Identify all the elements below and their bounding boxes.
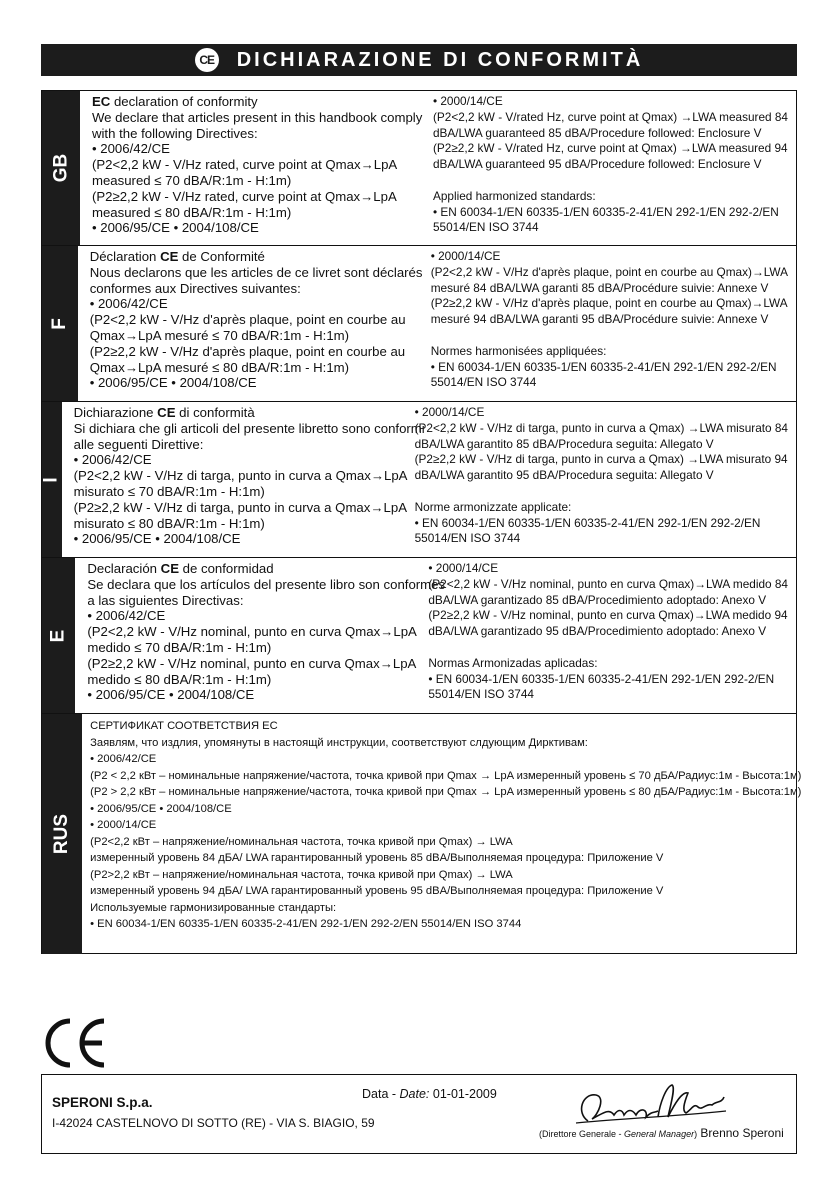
line-text: (P2<2,2 kW - V/Hz rated, curve point at Qmax→LpA <box>91 157 398 173</box>
line-text: • 2006/95/CE • 2004/108/CE <box>89 375 257 391</box>
text-line <box>90 328 425 344</box>
section-content <box>75 558 796 713</box>
text-line <box>74 452 409 468</box>
text-line <box>92 157 427 173</box>
text-line <box>90 296 425 312</box>
right-column <box>425 249 788 399</box>
right-column <box>422 561 788 711</box>
section-f <box>42 246 796 402</box>
text-line: • EN 60034-1/EN 60335-1/EN 60335-2-41/EN 292-1/EN 292-2/EN <box>432 204 779 219</box>
line-text: • 2006/42/CE <box>87 608 166 624</box>
bold-text: CE <box>160 249 179 264</box>
line-text: Qmax→LpA mesuré ≤ 80 dBA/R:1m - H:1m) <box>89 359 350 375</box>
text-line <box>92 189 427 205</box>
line-text: • 2006/95/CE • 2004/108/CE <box>73 531 241 547</box>
signer-name: Brenno Speroni <box>697 1126 784 1140</box>
line-text: • 2006/95/CE • 2004/108/CE <box>87 687 255 703</box>
company-name: SPERONI S.p.a. <box>52 1095 153 1110</box>
line-text: a las siguientes Directivas: <box>87 592 244 608</box>
text-line: (P2<2,2 kW - V/Hz d'après plaque, point en courbe au Qmax)→LWA <box>430 264 788 279</box>
language-label <box>42 714 82 954</box>
language-label <box>42 91 80 245</box>
language-label <box>42 246 78 401</box>
line-text: with the following Directives: <box>91 125 258 141</box>
text-line: СЕРТИФИКАТ СООТВЕТСТВИЯ ЕС <box>90 720 278 732</box>
text-line: • 2006/42/CE <box>90 753 157 765</box>
text-line: 55014/EN ISO 3744 <box>430 375 537 390</box>
text-line: (P2 > 2,2 кВт – номинальные напряжение/частота, точка кривой при Qmax → LpA измеренный уровень ≤ 80 дБА/Радиус:1м - Высота:1м) <box>90 786 802 798</box>
text-line: Normas Armonizadas aplicadas: <box>428 655 598 670</box>
line-text: declaration of conformity <box>110 94 258 109</box>
left-column <box>73 405 425 555</box>
text-line: (P2≥2,2 kW - V/rated Hz, curve point at Qmax) →LWA measured 94 <box>432 141 788 156</box>
text-line: (P2<2,2 kW - V/Hz di targa, punto in curva a Qmax) →LWA misurato 84 <box>414 420 788 435</box>
section-content <box>62 402 796 557</box>
text-line: • 2000/14/CE <box>428 561 499 575</box>
date-line <box>362 1087 497 1101</box>
text-line <box>87 656 422 672</box>
spacer <box>415 484 788 500</box>
text-line <box>87 561 422 577</box>
spacer <box>431 328 788 344</box>
text-line <box>90 281 425 297</box>
company-address: I-42024 CASTELNOVO DI SOTTO (RE) - VIA S. BIAGIO, 59 <box>52 1116 375 1130</box>
section-gb <box>42 91 796 246</box>
line-text: medido ≤ 70 dBA/R:1m - H:1m) <box>87 639 272 655</box>
declaration-table <box>40 90 802 954</box>
line-text: Si dichiara che gli articoli del presente libretto sono conformi <box>73 420 425 436</box>
line-text: de conformidad <box>179 561 274 576</box>
line-text: misurato ≤ 80 dBA/R:1m - H:1m) <box>73 515 265 531</box>
text-line <box>74 531 409 547</box>
section-rus <box>42 714 802 954</box>
text-line <box>74 484 409 500</box>
text-line <box>73 420 425 437</box>
right-column <box>409 405 788 555</box>
section-content <box>78 246 796 401</box>
text-line <box>87 640 422 656</box>
text-line: (P2≥2,2 kW - V/Hz d'après plaque, point en courbe au Qmax)→LWA <box>430 296 788 311</box>
text-line: (P2 < 2,2 кВт – номинальные напряжение/частота, точка кривой при Qmax → LpA измеренный уровень ≤ 70 дБА/Радиус:1м - Высота:1м) <box>90 769 802 782</box>
text-line: • EN 60034-1/EN 60335-1/EN 60335-2-41/EN 292-1/EN 292-2/EN <box>430 359 777 374</box>
line-text: alle seguenti Direttive: <box>73 436 204 452</box>
text-line <box>87 687 422 703</box>
bold-text: EC <box>91 94 111 109</box>
text-line: (P2≥2,2 kW - V/Hz di targa, punto in curva a Qmax) →LWA misurato 94 <box>414 452 788 467</box>
line-text: Nous declarons que les articles de ce livret sont déclarés <box>89 264 423 280</box>
text-line: dBA/LWA guaranteed 95 dBA/Procedure followed: Enclosure V <box>432 157 762 172</box>
line-text: misurato ≤ 70 dBA/R:1m - H:1m) <box>73 483 265 499</box>
text-line <box>74 468 409 484</box>
text-line: • 2000/14/CE <box>430 249 501 263</box>
spacer <box>433 173 788 189</box>
line-text: • 2006/42/CE <box>91 141 170 157</box>
text-line: 55014/EN ISO 3744 <box>414 531 521 546</box>
signer <box>539 1126 784 1140</box>
text-line: Normes harmonisées appliquées: <box>430 343 607 358</box>
line-text: (P2≥2,2 kW - V/Hz di targa, punto in curva a Qmax→LpA <box>73 499 408 515</box>
line-text: • 2006/42/CE <box>89 296 168 312</box>
text-line: 55014/EN ISO 3744 <box>432 220 539 235</box>
text-line <box>90 375 425 391</box>
section-i <box>42 402 796 558</box>
text-line: • 2000/14/CE <box>432 94 503 108</box>
date-label: Data - <box>362 1087 400 1101</box>
text-line: (P2<2,2 kW - V/rated Hz, curve point at Qmax) →LWA measured 84 <box>432 109 788 124</box>
text-line <box>92 126 427 142</box>
text-line <box>92 173 427 189</box>
text-line <box>87 593 422 609</box>
section-e <box>42 558 796 714</box>
text-line: (P2>2,2 кВт – напряжение/номинальная частота, точка кривой при Qmax) → LWA <box>90 868 513 881</box>
page-title: DICHIARAZIONE DI CONFORMITÀ <box>236 48 644 71</box>
text-line: mesuré 94 dBA/LWA garanti 95 dBA/Procédure suivie: Annexe V <box>430 312 769 327</box>
line-text: de Conformité <box>178 249 265 264</box>
line-text: (P2≥2,2 kW - V/Hz nominal, punto en curva Qmax→LpA <box>87 655 417 671</box>
text-line: • EN 60034-1/EN 60335-1/EN 60335-2-41/EN 292-1/EN 292-2/EN <box>428 671 775 686</box>
title-bar <box>41 44 797 76</box>
text-line <box>92 94 427 110</box>
text-line <box>92 110 427 126</box>
language-label <box>42 558 75 713</box>
date-value: 01-01-2009 <box>429 1087 497 1101</box>
text-line <box>87 624 422 640</box>
text-line: Norme armonizzate applicate: <box>414 499 572 514</box>
text-line: • 2000/14/CE <box>414 405 485 419</box>
text-line <box>87 576 446 593</box>
line-text: Dichiarazione <box>73 405 158 420</box>
text-line: dBA/LWA guaranteed 85 dBA/Procedure followed: Enclosure V <box>432 125 762 140</box>
text-line: • EN 60034-1/EN 60335-1/EN 60335-2-41/EN 292-1/EN 292-2/EN 55014/EN ISO 3744 <box>90 918 522 930</box>
text-line <box>87 672 422 688</box>
line-text: Qmax→LpA mesuré ≤ 70 dBA/R:1m - H:1m) <box>89 327 350 343</box>
bold-text: CE <box>160 561 179 576</box>
bold-text: CE <box>157 405 176 420</box>
date-label-italic: Date: <box>399 1087 430 1101</box>
text-line <box>90 265 425 281</box>
line-text: (P2≥2,2 kW - V/Hz d'après plaque, point en courbe au <box>89 343 406 359</box>
ce-mark-icon <box>40 1015 110 1071</box>
text-line <box>90 344 425 360</box>
left-column <box>90 249 425 399</box>
text-line: 55014/EN ISO 3744 <box>428 687 534 702</box>
line-text: (P2<2,2 kW - V/Hz d'après plaque, point en courbe au <box>89 312 406 328</box>
line-text: We declare that articles present in this handbook comply <box>91 109 423 125</box>
language-label <box>42 402 62 557</box>
section-content <box>82 714 809 954</box>
text-line: Заявлям, что издлия, упомянуты в настоящй инструкции, соответствуют слдующим Дирктивам: <box>90 736 588 749</box>
text-line <box>92 141 427 157</box>
text-line: dBA/LWA garantizado 95 dBA/Procedimiento adoptado: Anexo V <box>428 624 767 639</box>
left-column <box>87 561 446 711</box>
text-line <box>74 516 409 532</box>
line-text: Se declara que los artículos del presente libro son conformes <box>87 576 446 592</box>
text-line: • EN 60034-1/EN 60335-1/EN 60335-2-41/EN 292-1/EN 292-2/EN <box>414 515 761 530</box>
text-line: dBA/LWA garantizado 85 dBA/Procedimiento adoptado: Anexo V <box>428 592 767 607</box>
text-line <box>90 249 425 265</box>
text-line: (P2≥2,2 kW - V/Hz nominal, punto en curva Qmax)→LWA medido 94 <box>428 608 788 623</box>
text-line: (P2<2,2 kW - V/Hz nominal, punto en curva Qmax)→LWA medido 84 <box>428 576 788 591</box>
right-column <box>427 94 788 243</box>
line-text: (P2≥2,2 kW - V/Hz rated, curve point at Qmax→LpA <box>91 188 397 204</box>
text-line <box>92 205 427 221</box>
footer <box>41 1074 797 1154</box>
line-text: • 2006/42/CE <box>73 452 152 468</box>
language-code: RUS <box>51 813 73 855</box>
signature-icon <box>536 1081 756 1131</box>
left-column <box>92 94 427 243</box>
text-line <box>90 360 425 376</box>
text-line <box>74 405 409 421</box>
text-line: измеренный уровень 84 дБА/ LWA гарантированный уровень 85 dBA/Выполняемая процедура: Приложение V <box>90 852 664 864</box>
line-text: Declaración <box>87 561 161 576</box>
text-line <box>87 608 422 624</box>
text-line <box>92 220 427 236</box>
language-code: E <box>47 629 69 642</box>
line-text: (P2<2,2 kW - V/Hz nominal, punto en curva Qmax→LpA <box>87 624 417 640</box>
line-text: di conformità <box>175 405 255 420</box>
text-line <box>74 500 409 516</box>
text-line: • 2006/95/CE • 2004/108/CE <box>90 802 232 815</box>
text-line: dBA/LWA garantito 95 dBA/Procedura seguita: Allegato V <box>414 468 714 483</box>
text-line: Applied harmonized standards: <box>432 188 596 203</box>
section-content <box>80 91 796 245</box>
line-text: • 2006/95/CE • 2004/108/CE <box>91 220 259 236</box>
text-line: mesuré 84 dBA/LWA garanti 85 dBA/Procédure suivie: Annexe V <box>430 280 769 295</box>
signer-role: (Direttore Generale - General Manager) <box>539 1129 698 1139</box>
text-line: dBA/LWA garantito 85 dBA/Procedura seguita: Allegato V <box>414 436 714 451</box>
ce-logo-icon: CE <box>195 48 219 72</box>
text-line <box>74 437 409 453</box>
text-line: (P2<2,2 кВт – напряжение/номинальная частота, точка кривой при Qmax) → LWA <box>90 835 513 848</box>
text-line: • 2000/14/CE <box>90 819 157 831</box>
line-text: Déclaration <box>89 249 161 264</box>
text-line <box>90 312 425 328</box>
language-code: GB <box>49 153 71 183</box>
text-line: измеренный уровень 94 дБА/ LWA гарантированный уровень 95 dBA/Выполняемая процедура: Приложение V <box>90 885 664 897</box>
spacer <box>428 640 788 656</box>
language-code: I <box>40 476 62 483</box>
line-text: (P2<2,2 kW - V/Hz di targa, punto in curva a Qmax→LpA <box>73 468 408 484</box>
line-text: measured ≤ 80 dBA/R:1m - H:1m) <box>91 204 292 220</box>
language-code: F <box>48 317 70 330</box>
line-text: medido ≤ 80 dBA/R:1m - H:1m) <box>87 671 272 687</box>
line-text: conformes aux Directives suivantes: <box>89 280 301 296</box>
text-line: Используемые гармонизированные стандарты: <box>90 901 337 914</box>
line-text: measured ≤ 70 dBA/R:1m - H:1m) <box>91 172 292 188</box>
